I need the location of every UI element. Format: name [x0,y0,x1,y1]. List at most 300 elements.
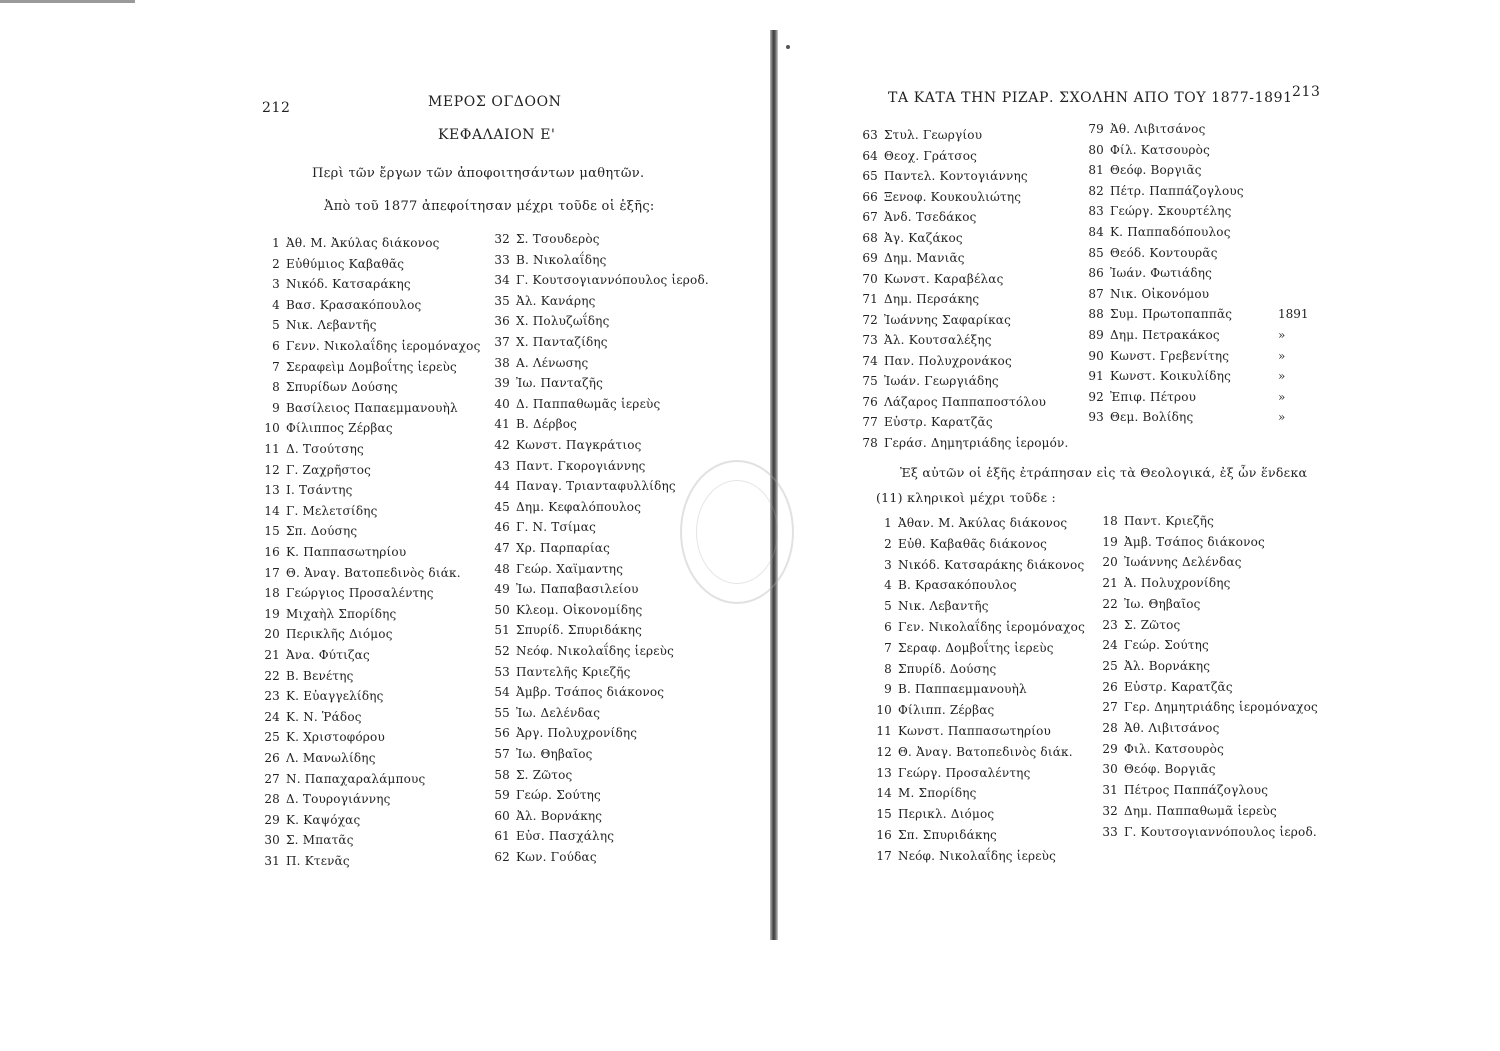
list-item [1086,369,1231,383]
list-item [492,438,642,452]
entry-name: Θεοχ. Γράτσος [884,148,978,163]
list-item [1086,328,1220,342]
list-item [874,766,1031,780]
list-item [262,545,406,559]
entry-number: 55 [494,705,510,720]
entry-number: 23 [264,689,280,704]
entry-name: Μιχαὴλ Σπορίδης [286,606,397,621]
entry-name: Θ. Ἀναγ. Βατοπεδινὸς διάκ. [286,565,461,580]
entry-number: 23 [1102,617,1118,632]
entry-number: 10 [264,421,280,436]
entry-number: 26 [264,751,280,765]
entry-name: Γ. Ν. Τσίμας [516,520,597,535]
entry-name: Κωνστ. Παππασωτηρίου [898,724,1052,738]
list-item [262,689,384,703]
list-item [262,833,354,847]
list-item [492,850,597,864]
list-item [492,376,603,390]
entry-name: Δ. Τσούτσης [286,442,364,456]
entry-name: Β. Δέρβος [516,417,578,432]
list-item [1086,204,1232,218]
entry-number: 33 [1102,824,1118,839]
list-item [492,809,602,823]
entry-name: Παν. Πολυχρονάκος [884,353,1012,368]
list-item [1100,783,1268,797]
entry-number: 35 [494,293,510,308]
entry-number: 32 [494,232,510,246]
entry-number: 1 [272,236,280,250]
entry-number: 15 [876,807,892,822]
entry-number: 79 [1088,122,1104,136]
entry-name: Γεν. Νικολαΐδης ἱερομόναχος [898,620,1085,634]
entry-number: 31 [1102,783,1118,798]
entry-number: 46 [494,520,510,535]
list-item [492,726,637,740]
entry-name: Σπυρίδ. Δούσης [898,661,997,676]
entry-name: Νικ. Οἰκονόμου [1110,286,1210,301]
entry-number: 89 [1088,328,1104,342]
entry-name: Β. Νικολαΐδης [516,252,607,267]
list-item [262,710,362,724]
list-item [860,169,1028,183]
entry-number: 9 [884,682,892,697]
entry-name: Ν. Παπαχαραλάμπους [286,771,426,786]
list-item [262,566,461,580]
entry-name: Ἀλ. Βορνάκης [516,808,603,823]
entry-number: 29 [264,812,280,827]
list-item [860,149,977,163]
entry-name: Γεράσ. Δημητριάδης ἱερομόν. [884,435,1069,450]
entry-number: 93 [1088,410,1104,425]
intro-line: Ἀπὸ τοῦ 1877 ἀπεφοίτησαν μέχρι τοῦδε οἱ ἑξῆς: [324,199,655,214]
entry-number: 60 [494,808,510,823]
list-item [1100,825,1317,839]
entry-number: 43 [494,458,510,473]
entry-number: 14 [876,786,892,801]
list-item [1086,143,1210,157]
year-mark: 1891 [1278,307,1309,322]
entry-name: Κωνστ. Γρεβενίτης [1110,348,1230,363]
entry-name: Σεραφ. Δομβοΐτης ἱερεὺς [898,640,1054,655]
theology-paragraph-line-1: Ἐξ αὐτῶν οἱ ἑξῆς ἐτράπησαν εἰς τὰ Θεολογικά, ἐξ ὧν ἕνδεκα [900,465,1308,480]
entry-number: 11 [876,724,892,738]
entry-name: Κ. Παππασωτηρίου [286,545,407,559]
list-item [262,504,378,518]
list-item [874,620,1085,634]
entry-number: 56 [494,726,510,741]
entry-name: Φίλιππος Ζέρβας [286,421,393,436]
entry-name: Εὐστρ. Καρατζᾶς [1124,679,1233,694]
entry-number: 64 [862,148,878,163]
entry-number: 48 [494,561,510,576]
list-item [262,421,393,435]
list-item [1086,163,1202,177]
entry-name: Ἀθαν. Μ. Ἀκύλας διάκονος [898,516,1068,530]
entry-name: Ἰωάννης Σαφαρίκας [884,312,1012,327]
entry-number: 3 [272,277,280,292]
list-item [1100,638,1209,652]
entry-number: 71 [862,292,878,306]
list-item [1100,700,1318,714]
entry-name: Κ. Εὐαγγελίδης [286,689,384,704]
entry-number: 86 [1088,266,1104,281]
entry-number: 12 [264,462,280,477]
entry-name: Στυλ. Γεωργίου [884,128,983,142]
list-item [1086,349,1229,363]
entry-number: 12 [876,744,892,759]
entry-number: 78 [862,435,878,450]
entry-number: 1 [884,516,892,530]
entry-number: 40 [494,396,510,411]
entry-name: Β. Παππαεμμανουὴλ [898,682,1027,697]
entry-number: 13 [264,483,280,498]
entry-name: Π. Κτενᾶς [286,854,350,868]
entry-name: Εὐστρ. Καρατζᾶς [884,415,993,429]
entry-name: Κλεομ. Οἰκονομίδης [516,602,643,617]
entry-name: Χ. Πολυζωΐδης [516,314,610,329]
list-item [874,641,1054,655]
entry-number: 88 [1088,307,1104,322]
list-item [1100,721,1220,735]
entry-name: Νεόφ. Νικολαΐδης ἱερεὺς [516,644,675,658]
entry-number: 22 [1102,596,1118,611]
entry-number: 27 [264,771,280,786]
entry-number: 21 [264,648,280,662]
list-item [1100,742,1224,756]
list-item [262,442,364,456]
entry-name: Ἀνα. Φύτιζας [286,648,370,662]
entry-number: 66 [862,189,878,204]
list-item [860,272,1004,286]
entry-number: 2 [884,536,892,551]
list-item [492,685,664,699]
entry-number: 67 [862,210,878,224]
list-item [492,356,588,370]
list-item [874,849,1056,863]
list-item [860,128,982,142]
entry-number: 5 [884,599,892,614]
entry-number: 13 [876,765,892,780]
list-item [262,813,360,827]
entry-name: Χρ. Παρπαρίας [516,541,611,555]
list-item [860,436,1069,450]
entry-name: Ἐπιφ. Πέτρου [1110,389,1197,404]
entry-name: Βασ. Κρασακόπουλος [286,297,422,312]
entry-number: 37 [494,335,510,349]
entry-name: Μ. Σπορίδης [898,786,977,801]
entry-number: 85 [1088,245,1104,260]
entry-number: 52 [494,644,510,658]
entry-number: 65 [862,169,878,183]
list-item [874,578,1017,592]
entry-number: 29 [1102,741,1118,756]
entry-name: Ἀ. Πολυχρονίδης [1124,576,1231,591]
entry-name: Ἰω. Παπαβασιλείου [516,582,639,597]
list-item [1086,184,1244,198]
entry-name: Γεώργ. Σκουρτέλης [1110,204,1232,219]
entry-name: Ἀγ. Καζάκος [884,230,963,245]
entry-name: Κ. Καψόχας [286,812,361,827]
list-item [492,294,596,308]
entry-number: 72 [862,312,878,327]
entry-number: 53 [494,664,510,679]
list-item [262,483,353,497]
entry-name: Πέτρος Παππάζογλους [1124,783,1269,798]
entry-name: Θεόφ. Βοργιᾶς [1124,762,1216,777]
list-item [860,251,965,265]
entry-number: 54 [494,685,510,700]
list-item [860,415,993,429]
entry-number: 27 [1102,700,1118,715]
entry-number: 36 [494,314,510,329]
entry-number: 34 [494,273,510,288]
list-item [1100,618,1180,632]
entry-number: 31 [264,854,280,868]
entry-number: 91 [1088,369,1104,384]
entry-name: Ἀνδ. Τσεδάκος [884,210,977,224]
entry-name: Σεραφεὶμ Δομβοΐτης ἱερεὺς [286,359,457,374]
entry-number: 28 [264,792,280,807]
entry-number: 90 [1088,348,1104,363]
list-item [860,210,977,224]
entry-number: 20 [1102,555,1118,570]
list-item [1086,122,1206,136]
entry-number: 16 [264,545,280,559]
entry-number: 28 [1102,721,1118,735]
entry-name: Β. Βενέτης [286,668,354,683]
list-item [492,747,593,761]
entry-name: Νεόφ. Νικολαΐδης ἱερεὺς [898,848,1057,863]
entry-name: Ἀργ. Πολυχρονίδης [516,726,638,741]
entry-number: 20 [264,627,280,642]
list-item [860,292,979,306]
list-item [860,333,992,347]
entry-number: 2 [272,256,280,271]
list-item [874,828,997,842]
list-item [874,537,1047,551]
entry-name: Α. Λένωσης [516,355,589,370]
list-item [262,401,458,415]
chapter-title: ΚΕΦΑΛΑΙΟΝ Ε' [438,127,556,143]
entry-name: Δημ. Παππαθωμᾶ ἱερεὺς [1124,803,1277,818]
entry-number: 24 [1102,638,1118,653]
entry-number: 83 [1088,204,1104,219]
running-head-right: ΤΑ ΚΑΤΑ ΤΗΝ ΡΙΖΑΡ. ΣΧΟΛΗΝ ΑΠΟ ΤΟΥ 1877-1891 [888,90,1293,106]
list-item [874,703,994,717]
entry-name: Σπυρίδ. Σπυριδάκης [516,623,643,638]
entry-name: Νικόδ. Κατσαράκης [286,277,411,292]
entry-name: Παντελῆς Κριεζῆς [516,664,631,679]
list-item [492,768,572,782]
entry-name: Συμ. Πρωτοπαππᾶς [1110,307,1233,322]
entry-number: 18 [1102,514,1118,528]
list-item [874,807,994,821]
entry-number: 8 [272,380,280,395]
list-item [860,231,963,245]
entry-name: Εὐσ. Πασχάλης [516,829,615,844]
list-item [1100,659,1210,673]
entry-name: Θεμ. Βολίδης [1110,410,1194,425]
year-mark: » [1278,328,1286,342]
entry-number: 33 [494,252,510,267]
entry-number: 16 [876,828,892,842]
entry-name: Ἰω. Θηβαῖος [1124,596,1201,611]
entry-number: 68 [862,230,878,245]
running-head-left: ΜΕΡΟΣ ΟΓΔΟΟΝ [428,94,562,110]
entry-number: 63 [862,128,878,142]
entry-name: Κωνστ. Παγκράτιος [516,438,642,452]
entry-number: 8 [884,661,892,676]
entry-name: Ἀμβ. Τσάπος διάκονος [1124,534,1265,549]
entry-name: Σ. Τσουδερὸς [516,232,600,246]
entry-name: Φίλιππ. Ζέρβας [898,703,995,718]
list-item [262,380,398,394]
entry-number: 30 [1102,762,1118,777]
list-item [1100,576,1231,590]
entry-name: Ἀλ. Κουτσαλέξης [884,333,992,347]
entry-name: Δημ. Περσάκης [884,292,980,306]
list-item [1100,762,1216,776]
entry-name: Νικόδ. Κατσαράκης διάκονος [898,557,1085,572]
entry-number: 58 [494,767,510,782]
entry-name: Εὐθ. Καβαθᾶς διάκονος [898,536,1048,551]
entry-number: 44 [494,479,510,494]
entry-name: Ἀθ. Μ. Ἀκύλας διάκονος [286,236,440,250]
entry-number: 75 [862,374,878,388]
entry-number: 6 [272,339,280,353]
spine-speck [786,45,790,49]
list-item [262,607,396,621]
entry-number: 32 [1102,803,1118,818]
list-item [492,665,631,679]
list-item [262,648,370,662]
list-item [262,772,425,786]
list-item [1100,535,1265,549]
entry-number: 92 [1088,389,1104,404]
left-page [250,0,750,1051]
entry-name: Γ. Ζαχρῆστος [286,462,372,477]
list-item [262,792,391,806]
entry-name: Παντελ. Κοντογιάννης [884,169,1028,183]
entry-name: Ἰω. Δελένδας [516,705,601,720]
entry-name: Κων. Γούδας [516,850,597,864]
list-item [492,520,596,534]
entry-number: 4 [884,578,892,593]
list-item [492,335,608,349]
list-item [492,788,601,802]
entry-name: Εὐθύμιος Καβαθᾶς [286,256,405,271]
year-mark: » [1278,348,1286,363]
entry-number: 19 [1102,534,1118,549]
entry-number: 61 [494,829,510,844]
entry-name: Γ. Κουτσογιαννόπουλος ἱεροδ. [516,273,709,288]
entry-name: Δημ. Κεφαλόπουλος [516,499,642,514]
list-item [262,854,350,868]
list-item [262,627,393,641]
entry-number: 19 [264,606,280,621]
list-item [262,236,440,250]
entry-number: 18 [264,586,280,601]
list-item [874,682,1027,696]
list-item [1086,246,1218,260]
entry-number: 6 [884,620,892,634]
entry-number: 41 [494,417,510,432]
entry-name: Χ. Πανταζίδης [516,335,608,349]
list-item [262,318,377,332]
entry-number: 3 [884,557,892,572]
list-item [492,417,577,431]
entry-name: Λάζαρος Παππαποστόλου [884,394,1047,409]
entry-number: 77 [862,415,878,429]
list-item [1100,680,1233,694]
page-number-left: 212 [262,100,291,116]
entry-number: 25 [264,730,280,745]
list-item [1100,514,1214,528]
list-item [1100,804,1277,818]
entry-number: 14 [264,503,280,518]
list-item [492,314,610,328]
list-item [492,253,607,267]
list-item [1100,555,1242,569]
list-item [860,374,999,388]
entry-number: 11 [264,442,280,456]
entry-name: Γεώρ. Σούτης [1124,638,1209,653]
entry-name: Περικλ. Διόμος [898,807,995,822]
list-item [874,745,1073,759]
list-item [262,277,411,291]
list-item [874,662,996,676]
list-item [874,724,1051,738]
entry-name: Σπ. Σπυριδάκης [898,828,997,842]
entry-number: 30 [264,833,280,848]
entry-number: 70 [862,271,878,286]
list-item [492,273,709,287]
list-item [262,751,376,765]
entry-number: 62 [494,850,510,864]
entry-number: 50 [494,602,510,617]
list-item [262,669,354,683]
year-mark: » [1278,389,1286,404]
entry-name: Κωνστ. Καραβέλας [884,271,1004,286]
list-item [1086,225,1231,239]
entry-name: Παντ. Γκορογιάννης [516,458,646,473]
entry-number: 7 [884,640,892,655]
list-item [492,541,610,555]
list-item [492,623,642,637]
entry-name: Γ. Μελετσίδης [286,503,378,518]
entry-number: 76 [862,394,878,409]
entry-number: 4 [272,297,280,312]
list-item [492,397,660,411]
entry-number: 45 [494,499,510,514]
entry-name: Γ. Κουτσογιαννόπουλος ἱεροδ. [1124,824,1317,839]
entry-number: 5 [272,318,280,333]
entry-name: Ἰωάν. Φωτιάδης [1110,266,1213,281]
entry-number: 38 [494,355,510,370]
entry-name: Γεώργ. Προσαλέντης [898,765,1031,780]
list-item [860,313,1011,327]
list-item [1086,390,1196,404]
entry-number: 74 [862,353,878,368]
entry-number: 51 [494,623,510,638]
list-item [262,463,371,477]
entry-number: 25 [1102,658,1118,673]
entry-name: Γεώρ. Χαϊμαντης [516,561,624,576]
list-item [492,232,600,246]
entry-name: Ἀθ. Λιβιτσάνος [1110,122,1206,136]
entry-name: Ἰωάν. Γεωργιάδης [884,374,999,388]
entry-number: 87 [1088,286,1104,301]
